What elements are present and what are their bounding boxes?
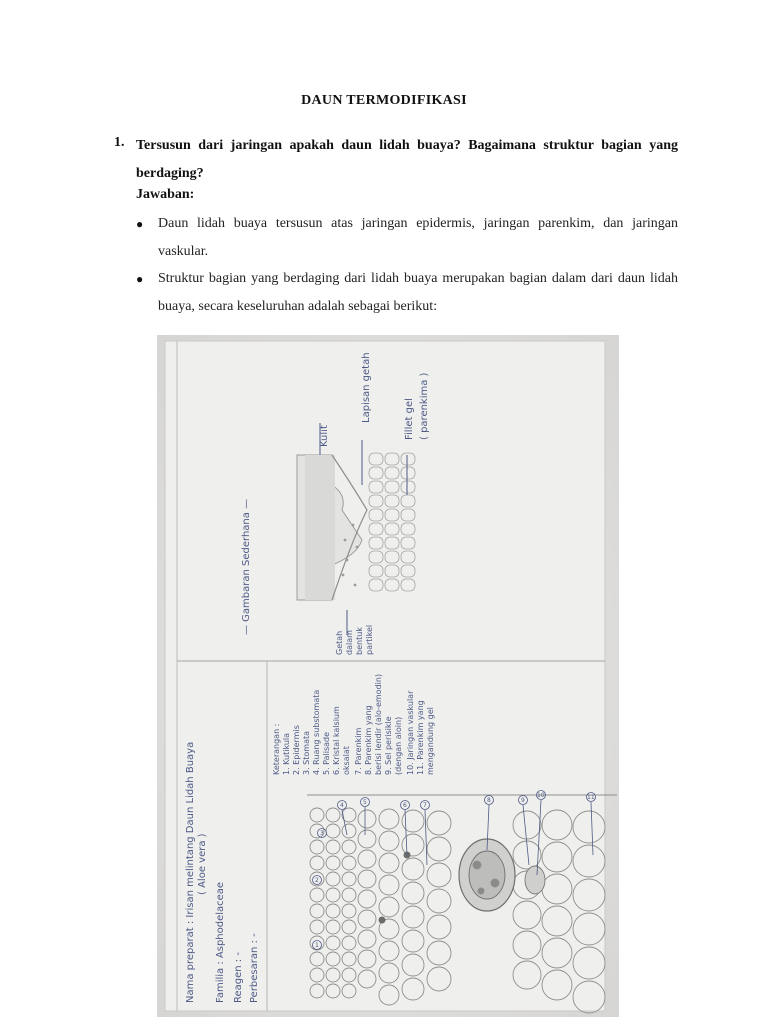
keterangan-item: 1. Kutikula [282,732,291,775]
keterangan-item: 10. Jaringan vaskular [406,690,415,775]
label-kulit: Kulit [319,425,330,447]
bullet-dot-icon: ● [136,217,144,231]
question-text: Tersusun dari jaringan apakah daun lidah buaya? Bagaimana struktur bagian yang berdaging? [136,138,678,181]
keterangan-item: 2. Epidermis [292,725,301,775]
keterangan-item: (dengan aloin) [394,716,403,775]
marker-11: 11 [587,794,595,801]
label-bentuk: bentuk [355,627,364,655]
bullet-item [136,265,678,321]
marker-9: 9 [521,797,525,804]
question-number: 1. [114,135,125,150]
keterangan-item: 6. Kristal kalsium [332,706,341,775]
familia-line: Familia : Asphodelaceae [215,881,226,1003]
document-title: DAUN TERMODIFIKASI [301,93,467,108]
heading-simple-drawing: — Gambaran Sederhana — [241,498,252,635]
marker-2: 2 [315,877,319,884]
keterangan-item: 3. Stomata [302,730,311,775]
keterangan-item: 11. Parenkim yang [416,700,425,775]
bullet-text: Daun lidah buaya tersusun atas jaringan epidermis, jaringan parenkim, dan jaringan vaskular. [158,216,678,259]
label-dalam: dalam [345,630,354,655]
keterangan-item: mengandung gel [426,707,435,775]
keterangan-title: Keterangan : [272,723,281,775]
marker-10: 10 [537,792,545,799]
marker-5: 5 [363,799,367,806]
bullet-dot-icon: ● [136,272,144,286]
label-getah: Getah [335,630,344,655]
bullet-text: Struktur bagian yang berdaging dari lidah buaya merupakan bagian dalam dari daun lidah buaya, secara keseluruhan adalah sebagai berikut: [158,271,678,314]
label-lapisan-getah: Lapisan getah [361,352,372,423]
bullet-item [136,210,678,266]
keterangan-item: 4. Ruang substomata [312,689,321,775]
preparat-latin: ( Aloe vera ) [197,833,208,895]
label-fillet-gel: Fillet gel [404,398,415,440]
marker-7: 7 [423,802,427,809]
keterangan-item: 8. Parenkim yang [364,705,373,775]
marker-3: 3 [320,830,324,837]
keterangan-item: 5. Palisade [322,731,331,775]
keterangan-item: 9. Sel perisikle [384,716,393,775]
diagram-photo [157,335,619,1017]
label-parenkima: ( parenkima ) [419,372,430,440]
keterangan-item: berisi lendir (alo-emodin) [374,673,383,775]
answer-label: Jawaban: [136,187,195,202]
perbesaran-line: Perbesaran : - [249,933,260,1003]
reagen-line: Reagen : - [233,952,244,1003]
marker-8: 8 [487,797,491,804]
marker-6: 6 [403,802,407,809]
marker-1: 1 [315,942,319,949]
keterangan-item: oksalat [342,746,351,775]
marker-4: 4 [340,802,344,809]
preparat-name: Nama preparat : Irisan melintang Daun Lidah Buaya [185,741,196,1003]
keterangan-item: 7. Parenkim [354,727,363,775]
label-partikel: partikel [365,624,374,655]
